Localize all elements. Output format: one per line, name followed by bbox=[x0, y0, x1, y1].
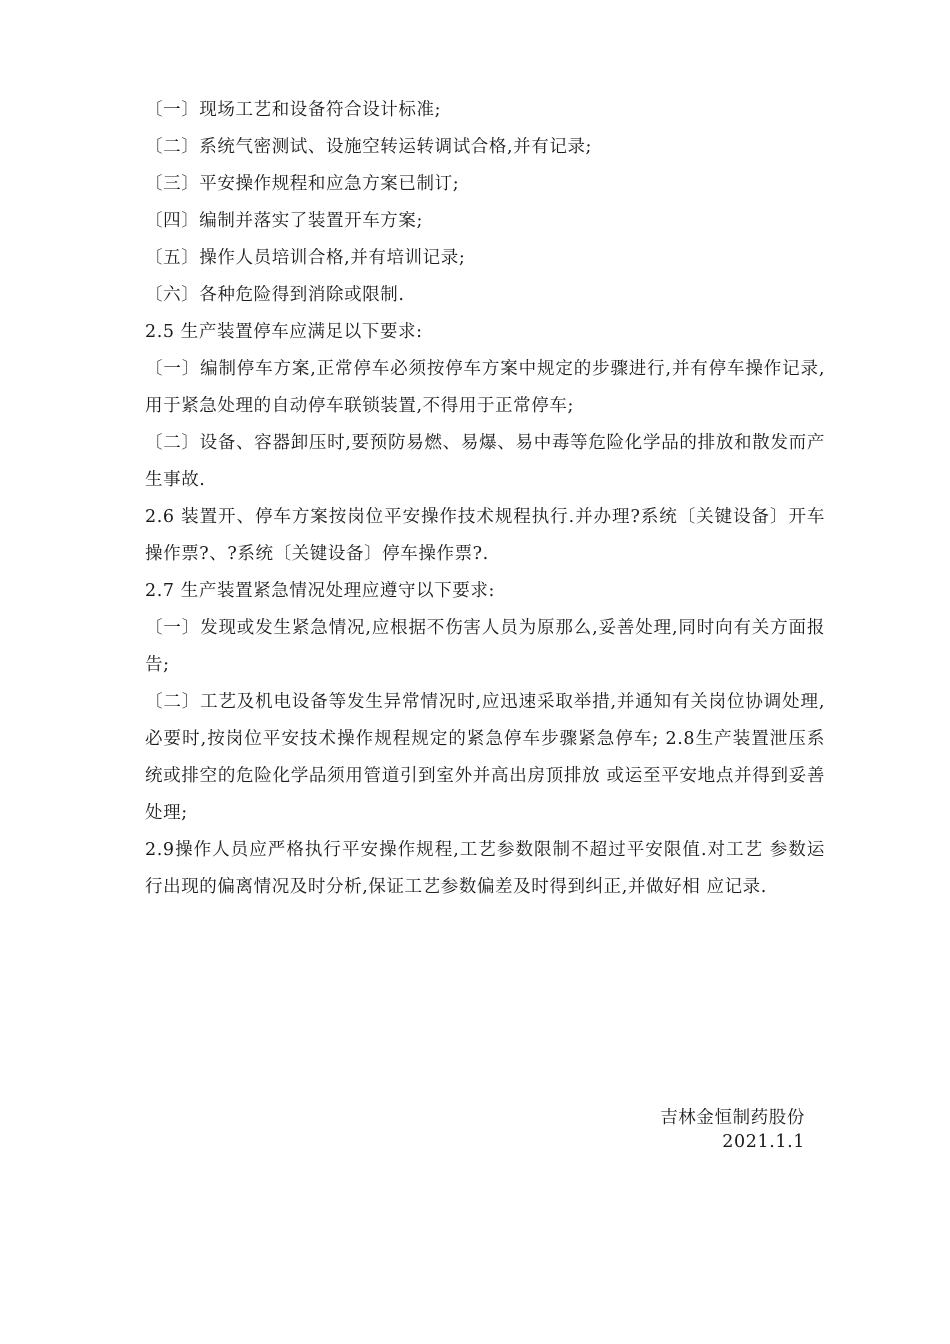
paragraph-item-1: 〔一〕现场工艺和设备符合设计标准; bbox=[145, 100, 442, 120]
paragraph-item-4: 〔四〕编制并落实了装置开车方案; bbox=[145, 211, 423, 231]
section-2-6: 2.6 装置开、停车方案按岗位平安操作技术规程执行.并办理?系统〔关键设备〕开车操作票?、?系统〔关键设备〕停车操作票?. bbox=[145, 507, 825, 564]
paragraph-shutdown-1: 〔一〕编制停车方案,正常停车必须按停车方案中规定的步骤进行,并有停车操作记录,用于紧急处理的自动停车联锁装置,不得用于正常停车; bbox=[145, 359, 825, 416]
section-heading-2-7: 2.7 生产装置紧急情况处理应遵守以下要求: bbox=[145, 581, 495, 601]
paragraph-emergency-2: 〔二〕工艺及机电设备等发生异常情况时,应迅速采取举措,并通知有关岗位协调处理,必要时,按岗位平安技术操作规程规定的紧急停车步骤紧急停车; 2.8生产装置泄压系统或排空的危险化学品须用管道引到室外并高出房顶排放 或运至平安地点并得到妥善处理; bbox=[145, 692, 825, 823]
paragraph-item-3: 〔三〕平安操作规程和应急方案已制订; bbox=[145, 174, 460, 194]
paragraph-item-5: 〔五〕操作人员培训合格,并有培训记录; bbox=[145, 248, 466, 268]
paragraph-emergency-1: 〔一〕发现或发生紧急情况,应根据不伤害人员为原那么,妥善处理,同时向有关方面报告; bbox=[145, 618, 825, 675]
paragraph-shutdown-2: 〔二〕设备、容器卸压时,要预防易燃、易爆、易中毒等危险化学品的排放和散发而产生事故. bbox=[145, 433, 825, 490]
signature-block bbox=[660, 1106, 805, 1154]
document-date: 2021.1.1 bbox=[722, 1132, 805, 1152]
company-name: 吉林金恒制药股份 bbox=[660, 1108, 805, 1128]
paragraph-item-6: 〔六〕各种危险得到消除或限制. bbox=[145, 285, 405, 305]
section-2-9: 2.9操作人员应严格执行平安操作规程,工艺参数限制不超过平安限值.对工艺 参数运行出现的偏离情况及时分析,保证工艺参数偏差及时得到纠正,并做好相 应记录. bbox=[145, 840, 825, 897]
section-heading-2-5: 2.5 生产装置停车应满足以下要求: bbox=[145, 322, 423, 342]
document-body bbox=[145, 92, 825, 906]
paragraph-item-2: 〔二〕系统气密测试、设施空转运转调试合格,并有记录; bbox=[145, 137, 593, 157]
